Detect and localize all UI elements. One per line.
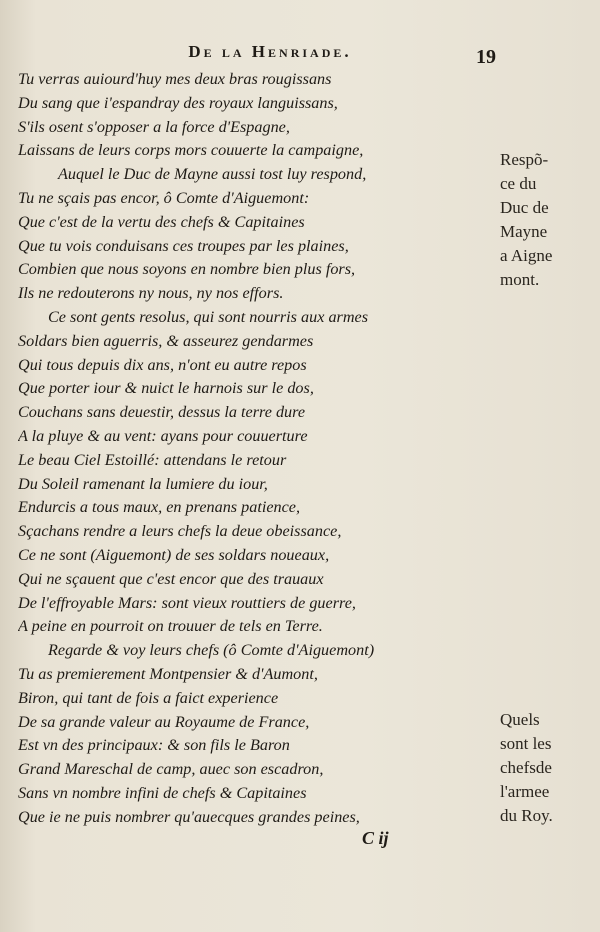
margin-note-line: Quels — [500, 710, 540, 729]
margin-note-line: l'armee — [500, 782, 550, 801]
verse-line: Ils ne redouterons ny nous, ny nos effors. — [18, 284, 284, 303]
verse-line: Tu verras auiourd'huy mes deux bras rougissans — [18, 70, 332, 88]
verse-line: Que c'est de la vertu des chefs & Capitaines — [18, 212, 305, 231]
margin-note-line: sont les — [500, 734, 552, 753]
margin-note-response — [500, 148, 600, 292]
margin-note-line: du Roy. — [500, 806, 553, 825]
verse-line: De l'effroyable Mars: sont vieux routtiers de guerre, — [18, 593, 356, 612]
verse-line: Couchans sans deuestir, dessus la terre dure — [18, 403, 306, 422]
margin-note-line: Respõ- — [500, 150, 549, 169]
margin-note-line: Duc de — [500, 198, 549, 217]
verse-line: Ce sont gents resolus, qui sont nourris aux armes — [48, 307, 369, 326]
margin-note-line: Mayne — [500, 222, 548, 241]
verse-line: Est vn des principaux: & son fils le Baron — [18, 736, 290, 755]
verse-line: Sans vn nombre infini de chefs & Capitaines — [18, 783, 307, 802]
verse-line: Grand Mareschal de camp, auec son escadron, — [18, 760, 324, 779]
margin-note-line: ce du — [500, 174, 537, 193]
verse-line: Qui tous depuis dix ans, n'ont eu autre repos — [18, 355, 307, 374]
page-number: 19 — [476, 46, 496, 68]
verse-line: Du Soleil ramenant la lumiere du iour, — [18, 474, 268, 493]
verse-line: Sçachans rendre a leurs chefs la deue obeissance, — [18, 522, 342, 541]
margin-note-line: a Aigne — [500, 246, 553, 265]
verse-line: Auquel le Duc de Mayne aussi tost luy respond, — [58, 165, 367, 184]
margin-note-line: chefsde — [500, 758, 552, 777]
verse-line: Endurcis a tous maux, en prenans patience, — [18, 498, 301, 517]
verse-line: Le beau Ciel Estoillé: attendans le retour — [18, 450, 287, 469]
verse-line: Soldars bien aguerris, & asseurez gendarmes — [18, 331, 314, 350]
verse-line: A la pluye & au vent: ayans pour couuerture — [18, 426, 308, 445]
verse-line: Ce ne sont (Aiguemont) de ses soldars noueaux, — [18, 545, 330, 564]
margin-note-chiefs — [500, 708, 600, 828]
margin-note-line: mont. — [500, 270, 540, 289]
verse-line: Tu as premierement Montpensier & d'Aumont, — [18, 664, 318, 683]
verse-line: Que ie ne puis nombrer qu'auecques grandes peines, — [18, 807, 360, 826]
verse-line: Que porter iour & nuict le harnois sur le dos, — [18, 379, 314, 398]
verse-line: A peine en pourroit on trouuer de tels en Terre. — [18, 617, 323, 636]
verse-line: Du sang que i'espandray des royaux languissans, — [18, 93, 338, 112]
verse-line: Qui ne sçauent que c'est encor que des trauaux — [18, 569, 324, 588]
verse-line: Laissans de leurs corps mors couuerte la campaigne, — [18, 141, 364, 160]
verse-line: S'ils osent s'opposer a la force d'Espagne, — [18, 117, 290, 136]
verse-line: Que tu vois conduisans ces troupes par les plaines, — [18, 236, 349, 255]
running-title: De la Henriade. — [188, 42, 352, 61]
verse-line: Biron, qui tant de fois a faict experience — [18, 688, 279, 707]
verse-line: Regarde & voy leurs chefs (ô Comte d'Aiguemont) — [48, 641, 375, 660]
verse-text — [18, 68, 468, 830]
signature-mark: C ij — [362, 828, 389, 848]
verse-line: De sa grande valeur au Royaume de France, — [18, 712, 310, 731]
verse-line: Tu ne sçais pas encor, ô Comte d'Aiguemont: — [18, 188, 310, 207]
verse-line: Combien que nous soyons en nombre bien plus fors, — [18, 260, 356, 279]
